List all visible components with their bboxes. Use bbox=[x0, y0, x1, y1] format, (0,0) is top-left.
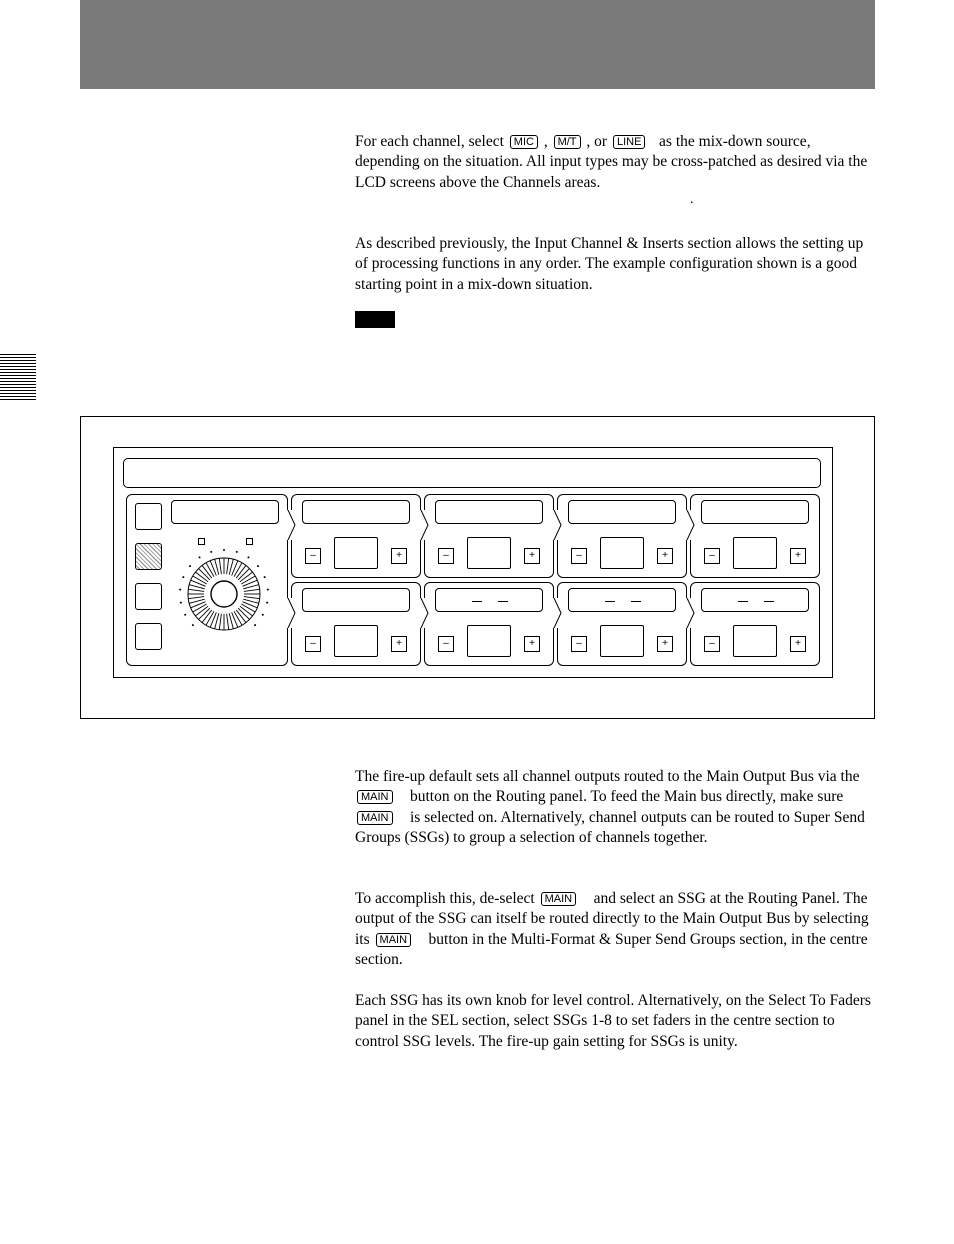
cell-label-box bbox=[701, 500, 809, 524]
decrement-button[interactable]: – bbox=[704, 636, 720, 652]
paragraph-text: The fire-up default sets all channel outputs routed to the Main Output Bus via the bbox=[355, 768, 860, 785]
processing-cell bbox=[557, 494, 687, 578]
paragraph-text: button in the Multi-Format & Super Send Groups section, in the centre section. bbox=[355, 930, 868, 969]
cell-label-box bbox=[302, 588, 410, 612]
cell-label-box bbox=[435, 500, 543, 524]
processing-cell bbox=[424, 582, 554, 666]
paragraph-text: is selected on. Alternatively, channel outputs can be routed to Super Send Groups (SSGs) to group a selection of channels together. bbox=[355, 808, 865, 847]
value-display bbox=[600, 537, 644, 569]
paragraph-ssg-routing bbox=[355, 889, 875, 971]
cell-label-box bbox=[701, 588, 809, 612]
cell-label-box bbox=[302, 500, 410, 524]
cell-label-box bbox=[568, 588, 676, 612]
gain-knob[interactable] bbox=[176, 546, 272, 642]
cell-chevron-notch bbox=[287, 598, 297, 628]
cell-chevron-notch bbox=[553, 510, 563, 540]
label-dash bbox=[498, 601, 508, 602]
value-display bbox=[733, 537, 777, 569]
input-module-label-box bbox=[171, 500, 279, 524]
processing-cell bbox=[690, 582, 820, 666]
gain-knob-graphic bbox=[176, 546, 272, 642]
paragraph-input-channel: As described previously, the Input Channel & Inserts section allows the setting up of processing functions in any order. The example configuration shown is a good starting point in a mix-down situation. bbox=[355, 235, 864, 293]
paragraph-text: , bbox=[543, 133, 548, 150]
cell-chevron-notch bbox=[420, 510, 430, 540]
paragraph-ssg-level: Each SSG has its own knob for level control. Alternatively, on the Select To Faders panel in the SEL section, select SSGs 1-8 to set faders in the centre section to control SSG levels. The fire-up gain setting for SSGs is unity. bbox=[355, 992, 871, 1050]
led-indicator-right bbox=[246, 538, 253, 545]
paragraph-text: and select an SSG at the Routing Panel. The output of the SSG can itself be routed directly to the Main Output Bus by selecting its bbox=[355, 890, 869, 948]
paragraph-text: To accomplish this, de-select bbox=[355, 890, 535, 907]
label-dash bbox=[472, 601, 482, 602]
decrement-button[interactable]: – bbox=[571, 548, 587, 564]
increment-button[interactable]: + bbox=[657, 636, 673, 652]
mic-key-label: MIC bbox=[510, 135, 538, 149]
input-button-selected[interactable] bbox=[135, 543, 162, 570]
lcd-screen-strip bbox=[123, 458, 821, 488]
decrement-button[interactable]: – bbox=[438, 548, 454, 564]
increment-button[interactable]: + bbox=[790, 548, 806, 564]
processing-cell bbox=[557, 582, 687, 666]
label-dash bbox=[764, 601, 774, 602]
decrement-button[interactable]: – bbox=[704, 548, 720, 564]
paragraph-mixdown-source bbox=[355, 132, 875, 193]
increment-button[interactable]: + bbox=[524, 636, 540, 652]
increment-button[interactable]: + bbox=[790, 636, 806, 652]
cell-chevron-notch bbox=[553, 598, 563, 628]
cell-chevron-notch bbox=[686, 598, 696, 628]
decrement-button[interactable]: – bbox=[305, 548, 321, 564]
value-display bbox=[467, 625, 511, 657]
decrement-button[interactable]: – bbox=[305, 636, 321, 652]
value-display bbox=[733, 625, 777, 657]
cell-chevron-notch bbox=[686, 510, 696, 540]
paragraph-text: , or bbox=[586, 133, 608, 150]
decrement-button[interactable]: – bbox=[571, 636, 587, 652]
label-dash bbox=[605, 601, 615, 602]
cell-chevron-notch bbox=[420, 598, 430, 628]
label-dash bbox=[631, 601, 641, 602]
increment-button[interactable]: + bbox=[524, 548, 540, 564]
mt-key-label: M/T bbox=[554, 135, 581, 149]
input-button-3[interactable] bbox=[135, 583, 162, 610]
decrement-button[interactable]: – bbox=[438, 636, 454, 652]
line-key-label: LINE bbox=[613, 135, 645, 149]
value-display bbox=[334, 625, 378, 657]
note-marker bbox=[355, 311, 395, 328]
processing-cell bbox=[690, 494, 820, 578]
increment-button[interactable]: + bbox=[391, 548, 407, 564]
value-display bbox=[467, 537, 511, 569]
input-button-1[interactable] bbox=[135, 503, 162, 530]
cell-label-box bbox=[568, 500, 676, 524]
processing-cell bbox=[424, 494, 554, 578]
paragraph-main-bus bbox=[355, 767, 875, 849]
chapter-side-tab bbox=[0, 354, 36, 400]
main-key-label: MAIN bbox=[376, 933, 412, 947]
main-key-label: MAIN bbox=[357, 811, 393, 825]
processing-cell bbox=[291, 494, 421, 578]
cell-chevron-notch bbox=[287, 510, 297, 540]
increment-button[interactable]: + bbox=[391, 636, 407, 652]
paragraph-text: For each channel, select bbox=[355, 133, 504, 150]
stray-period: . bbox=[690, 192, 694, 207]
chapter-header-bar bbox=[80, 0, 875, 89]
paragraph-text: button on the Routing panel. To feed the Main bus directly, make sure bbox=[410, 788, 844, 806]
value-display bbox=[600, 625, 644, 657]
input-button-4[interactable] bbox=[135, 623, 162, 650]
value-display bbox=[334, 537, 378, 569]
cell-label-box bbox=[435, 588, 543, 612]
led-indicator-left bbox=[198, 538, 205, 545]
increment-button[interactable]: + bbox=[657, 548, 673, 564]
processing-cell bbox=[291, 582, 421, 666]
main-key-label: MAIN bbox=[357, 790, 393, 804]
main-key-label: MAIN bbox=[541, 892, 577, 906]
paragraph-text: as the mix-down source, depending on the situation. All input types may be cross-patched as desired via the LCD screens above the Channels areas. bbox=[355, 133, 868, 191]
label-dash bbox=[738, 601, 748, 602]
